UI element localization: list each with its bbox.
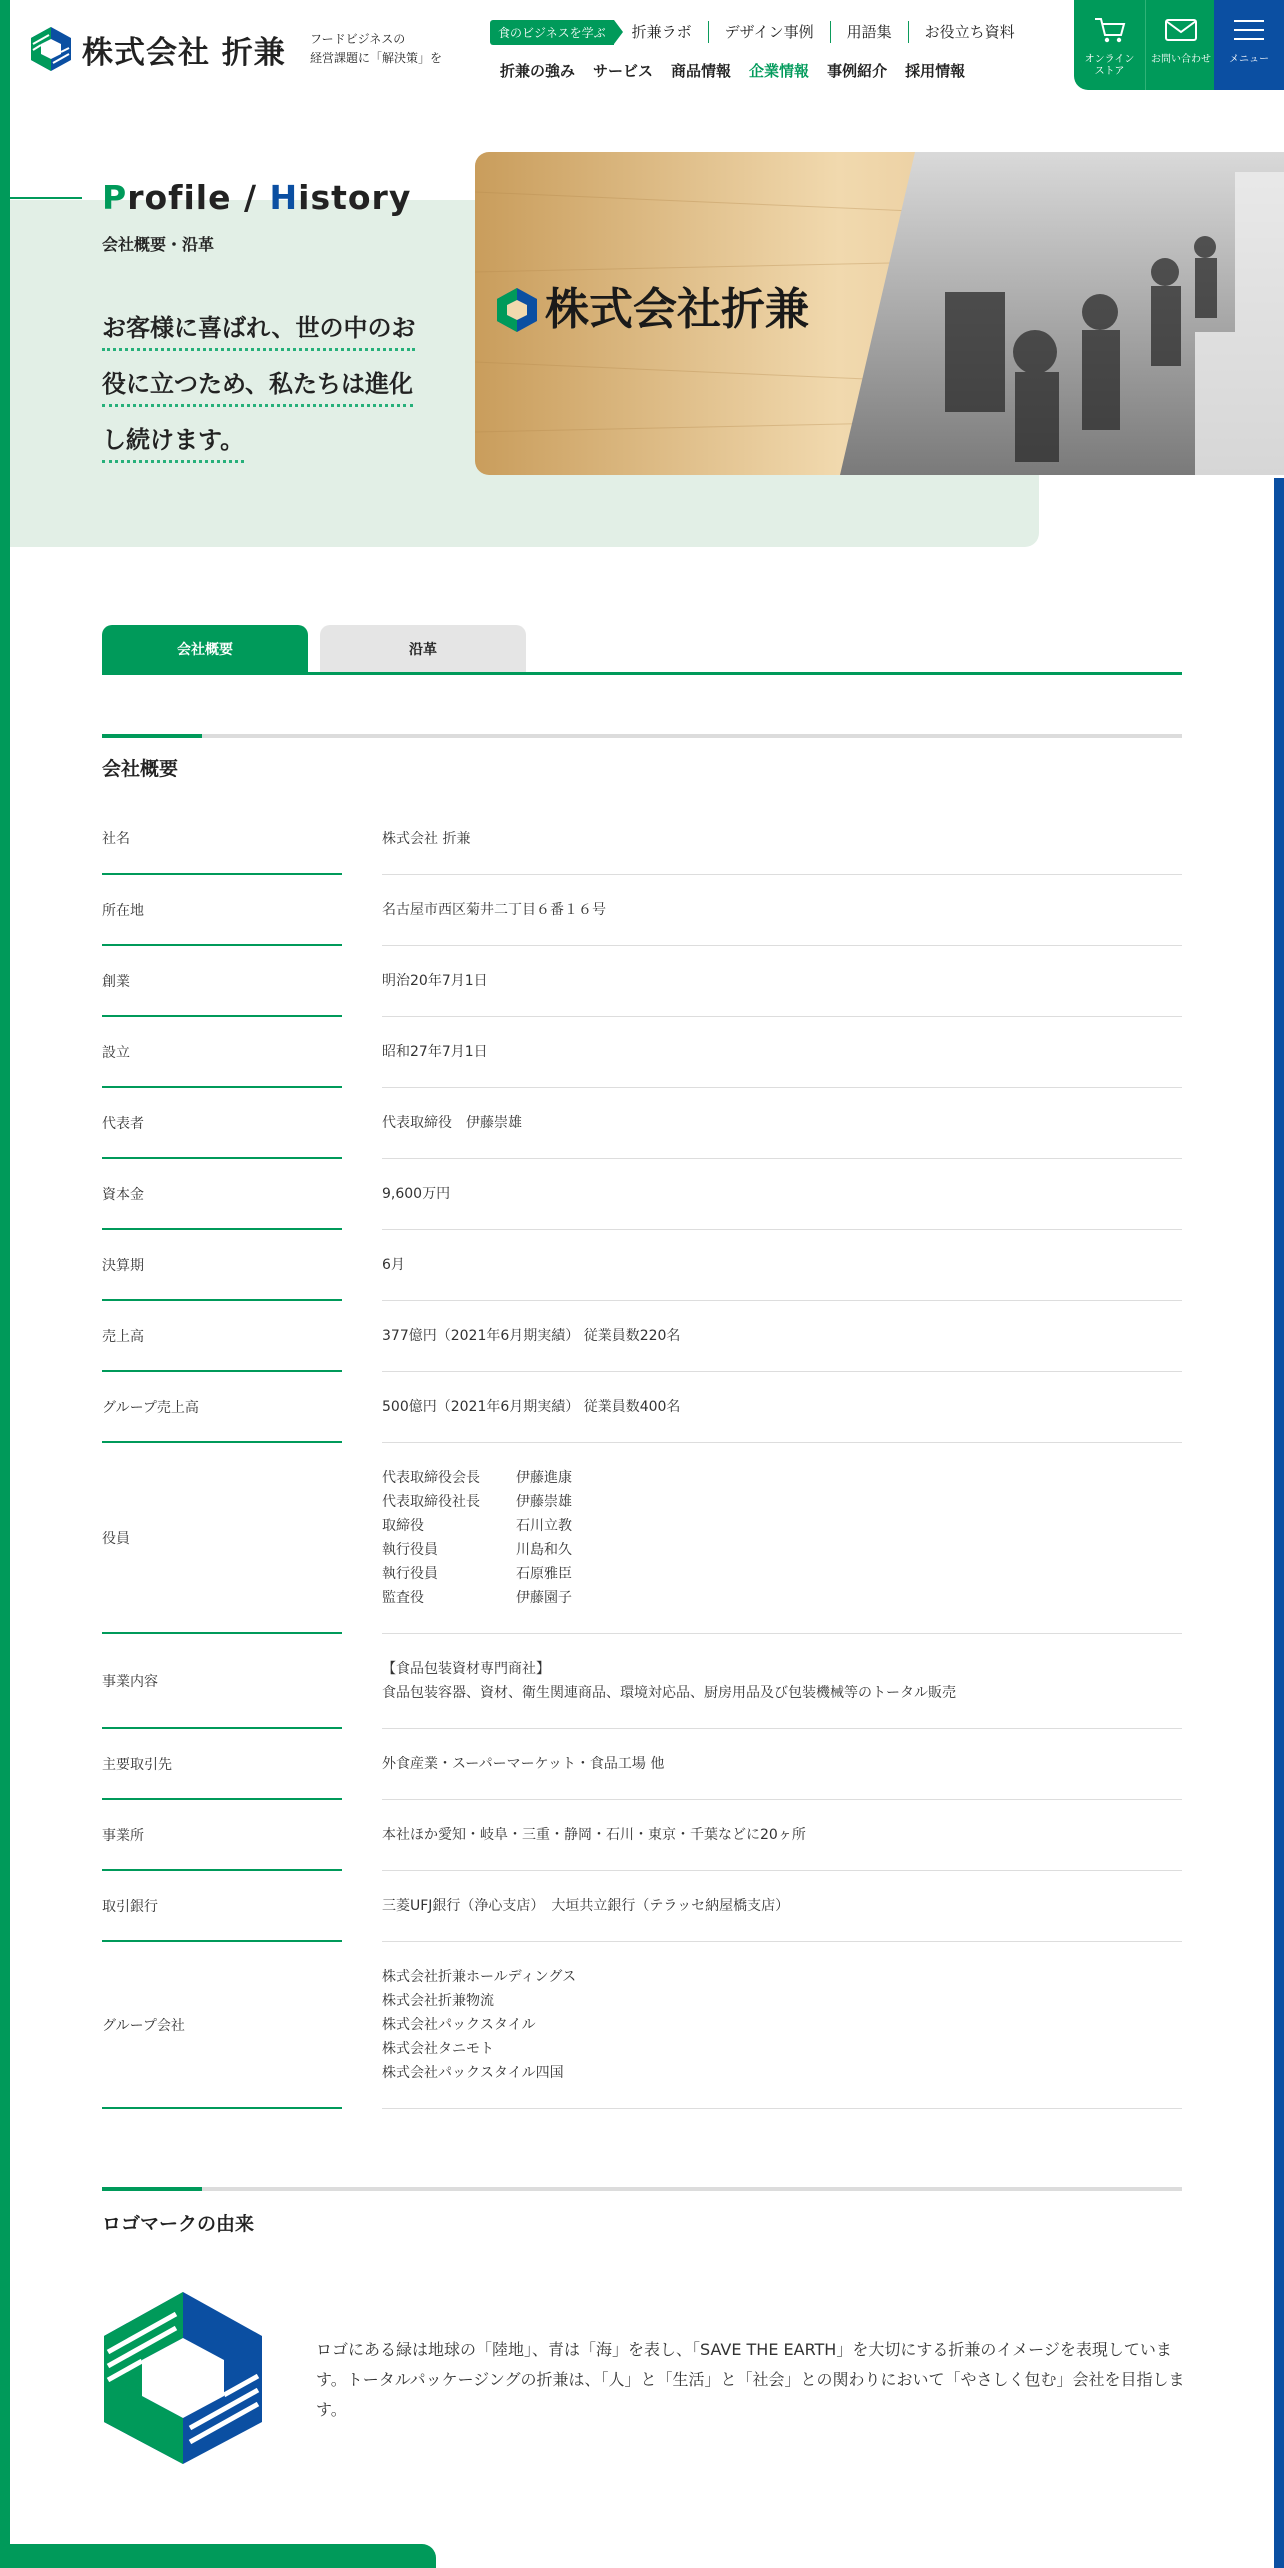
officer-name: 川島和久 (516, 1542, 572, 1558)
tab-history[interactable]: 沿革 (320, 625, 526, 672)
row-value-text: 6月 (382, 1257, 405, 1273)
row-value (382, 1301, 1182, 1372)
section-title-profile: 会社概要 (102, 758, 179, 780)
page-title (102, 178, 411, 217)
logo-description: ロゴにある緑は地球の「陸地」、青は「海」を表し、「SAVE THE EARTH」を大切にする折兼のイメージを表現しています。トータルパッケージングの折兼は、「人」と「生活」と「社会」との関わりにおいて「やさしく包む」会社を目指します。 (316, 2340, 1185, 2419)
table-row (102, 1088, 1182, 1159)
nav-strengths[interactable]: 折兼の強み (500, 62, 576, 80)
learn-pill[interactable]: 食のビジネスを学ぶ (490, 20, 614, 45)
row-label: 所在地 (102, 875, 342, 946)
row-value-text: 外食産業・スーパーマーケット・食品工場 他 (382, 1756, 665, 1772)
row-label: 売上高 (102, 1301, 342, 1372)
top-link-lab[interactable]: 折兼ラボ (631, 23, 692, 41)
table-row (102, 1729, 1182, 1800)
row-label: 取引銀行 (102, 1871, 342, 1942)
table-row (102, 1159, 1182, 1230)
row-label: 事業所 (102, 1800, 342, 1871)
table-row-business (102, 1634, 1182, 1729)
table-row (102, 875, 1182, 946)
nav-cases[interactable]: 事例紹介 (827, 62, 888, 80)
row-value (382, 803, 1182, 875)
site-logo[interactable] (30, 26, 286, 72)
row-value (382, 1017, 1182, 1088)
store-label: ストア (1094, 66, 1125, 77)
officer-item (382, 1514, 1182, 1538)
nav-recruit[interactable]: 採用情報 (905, 62, 966, 80)
officer-item (382, 1466, 1182, 1490)
row-value (382, 875, 1182, 946)
row-label: グループ会社 (102, 1942, 342, 2109)
row-label: 決算期 (102, 1230, 342, 1301)
row-label: 資本金 (102, 1159, 342, 1230)
contact-button[interactable] (1145, 0, 1216, 90)
title-part: istory (298, 178, 412, 217)
officer-item (382, 1586, 1182, 1610)
row-value (382, 1159, 1182, 1230)
hamburger-icon (1232, 16, 1266, 44)
title-letter-h: H (269, 178, 299, 217)
row-value-text: 377億円（2021年6月期実績） 従業員数220名 (382, 1328, 681, 1344)
officer-list (382, 1443, 1182, 1634)
logo-mark-icon (30, 26, 72, 72)
hero-image (475, 152, 1284, 475)
tagline-line: フードビジネスの (310, 32, 406, 46)
nav-products[interactable]: 商品情報 (671, 62, 732, 80)
table-row (102, 1871, 1182, 1942)
row-label: 主要取引先 (102, 1729, 342, 1800)
top-link-design[interactable]: デザイン事例 (708, 21, 830, 43)
profile-table (102, 803, 1182, 2109)
title-letter-p: P (102, 178, 128, 217)
hero-copy-line: 役に立つため、私たちは進化 (102, 370, 413, 407)
officer-title: 執行役員 (382, 1566, 438, 1582)
table-row-officers (102, 1443, 1182, 1634)
section-divider (102, 2187, 1182, 2191)
table-row (102, 1230, 1182, 1301)
group-list (382, 1942, 1182, 2109)
officer-title: 代表取締役社長 (382, 1494, 480, 1510)
row-value (382, 1372, 1182, 1443)
top-links (490, 20, 1031, 44)
officer-title: 監査役 (382, 1590, 424, 1606)
tagline-line: 経営課題に「解決策」を (310, 51, 443, 65)
officer-item (382, 1562, 1182, 1586)
officer-item (382, 1490, 1182, 1514)
logo-mark-icon (102, 2290, 264, 2466)
row-value (382, 1634, 1182, 1729)
menu-label: メニュー (1229, 54, 1269, 65)
hero-copy (102, 300, 442, 468)
row-value-text: 9,600万円 (382, 1186, 451, 1202)
menu-button[interactable] (1214, 0, 1284, 90)
site-header (10, 0, 1284, 90)
section-divider (102, 734, 1182, 738)
row-label: グループ売上高 (102, 1372, 342, 1443)
row-value-text: 三菱UFJ銀行（浄心支店） 大垣共立銀行（テラッセ納屋橋支店） (382, 1898, 790, 1914)
officer-title: 取締役 (382, 1518, 424, 1534)
page-subtitle: 会社概要・沿革 (102, 235, 215, 254)
officer-name: 伊藤園子 (516, 1590, 572, 1606)
officer-name: 伊藤進康 (516, 1470, 572, 1486)
officer-title: 代表取締役会長 (382, 1470, 480, 1486)
top-link-resources[interactable]: お役立ち資料 (908, 21, 1031, 43)
business-description: 食品包装容器、資材、衛生関連商品、環境対応品、厨房用品及び包装機械等のトータル販売 (382, 1685, 956, 1701)
group-company: 株式会社パックスタイル四国 (382, 2065, 564, 2081)
officer-name: 伊藤崇雄 (516, 1494, 572, 1510)
row-label: 社名 (102, 803, 342, 875)
row-value-text: 昭和27年7月1日 (382, 1044, 488, 1060)
row-value (382, 1088, 1182, 1159)
group-company: 株式会社折兼ホールディングス (382, 1969, 577, 1985)
row-value (382, 1800, 1182, 1871)
logo-mark-large (102, 2290, 264, 2470)
nav-services[interactable]: サービス (593, 62, 654, 80)
row-value (382, 1729, 1182, 1800)
contact-label: お問い合わせ (1151, 54, 1211, 65)
left-accent-bar (0, 0, 10, 2568)
store-label: オンライン (1084, 54, 1135, 65)
table-row (102, 1800, 1182, 1871)
online-store-button[interactable] (1074, 0, 1145, 90)
row-value-text: 明治20年7月1日 (382, 973, 488, 989)
officer-name: 石原雅臣 (516, 1566, 572, 1582)
officer-item (382, 1538, 1182, 1562)
table-row (102, 1372, 1182, 1443)
section-title-logo: ロゴマークの由来 (102, 2213, 255, 2235)
row-value (382, 1871, 1182, 1942)
table-row (102, 1301, 1182, 1372)
mail-icon (1164, 16, 1198, 44)
tagline (310, 30, 470, 68)
row-label: 代表者 (102, 1088, 342, 1159)
row-value-text: 株式会社 折兼 (382, 830, 471, 847)
row-value-text: 代表取締役 伊藤崇雄 (382, 1115, 522, 1131)
group-company: 株式会社パックスタイル (382, 2017, 536, 2033)
cart-icon (1093, 16, 1127, 44)
officer-name: 石川立教 (516, 1518, 572, 1534)
top-link-glossary[interactable]: 用語集 (830, 21, 908, 43)
hero-accent-line (10, 197, 82, 199)
table-row (102, 1017, 1182, 1088)
group-company: 株式会社タニモト (382, 2041, 494, 2057)
table-row (102, 946, 1182, 1017)
sign-text: 株式会社折兼 (545, 284, 809, 335)
row-label: 創業 (102, 946, 342, 1017)
hero-copy-line: お客様に喜ばれ、世の中のお (102, 314, 415, 351)
row-label: 役員 (102, 1443, 342, 1634)
officer-title: 執行役員 (382, 1542, 438, 1558)
footer-strip (0, 2544, 436, 2568)
hero-copy-line: し続けます。 (102, 426, 244, 463)
row-value-text: 本社ほか愛知・岐阜・三重・静岡・石川・東京・千葉などに20ヶ所 (382, 1827, 806, 1843)
right-accent-bar (1274, 478, 1284, 2568)
brand-name: 株式会社 折兼 (82, 34, 286, 71)
nav-company[interactable]: 企業情報 (749, 62, 810, 80)
page-tabs (102, 625, 1182, 675)
business-category: 【食品包装資材専門商社】 (382, 1661, 550, 1677)
title-part: rofile / (127, 178, 270, 217)
row-label: 事業内容 (102, 1634, 342, 1729)
table-row-group (102, 1942, 1182, 2109)
tab-overview[interactable]: 会社概要 (102, 625, 308, 672)
row-value-text: 名古屋市西区菊井二丁目６番１６号 (382, 902, 606, 918)
row-value-text: 500億円（2021年6月期実績） 従業員数400名 (382, 1399, 681, 1415)
group-company: 株式会社折兼物流 (382, 1993, 494, 2009)
row-value (382, 946, 1182, 1017)
row-value (382, 1230, 1182, 1301)
table-row (102, 803, 1182, 875)
main-nav (500, 60, 983, 81)
row-label: 設立 (102, 1017, 342, 1088)
